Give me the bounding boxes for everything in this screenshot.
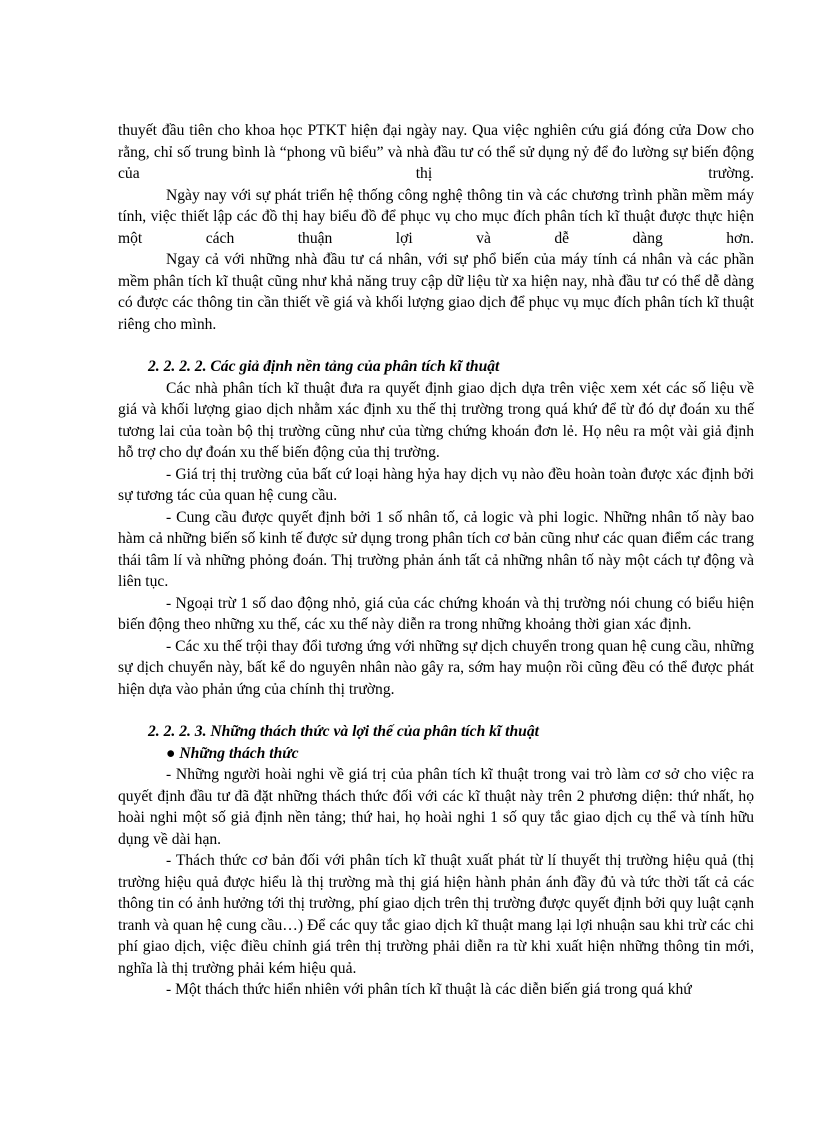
paragraph-individual-investors: Ngay cả với những nhà đầu tư cá nhân, với sự phổ biến của máy tính cá nhân và các phần mềm phân tích kĩ thuật cũng như khả năng truy cập dữ liệu từ xa hiện nay, nhà đầu tư có thể dễ dàng có được các thông tin cần thiết về giá và khối lượng giao dịch để phục vụ mục đích phân tích kĩ thuật riêng cho mình. — [118, 251, 754, 333]
subheading-challenges: ● Những thách thức — [166, 744, 299, 762]
paragraph-it-development: Ngày nay với sự phát triển hệ thống công nghệ thông tin và các chương trình phần mềm máy tính, việc thiết lập các đồ thị hay biểu đồ để phục vụ cho mục đích phân tích kĩ thuật được thực hiện một cách thuận lợi và dễ dàng hơn. — [118, 186, 754, 247]
paragraph-assumptions-intro: Các nhà phân tích kĩ thuật đưa ra quyết định giao dịch dựa trên việc xem xét các số liệu về giá và khối lượng giao dịch nhằm xác định xu thế thị trường trong quá khứ để từ đó dự đoán xu thế tương lai của toàn bộ thị trường cũng như của từng chứng khoán đơn lẻ. Họ nêu ra một vài giả định hỗ trợ cho dự đoán xu thế biến động của thị trường. — [118, 379, 754, 461]
spacer — [118, 700, 754, 721]
section-heading-challenges: 2. 2. 2. 3. Những thách thức và lợi thế của phân tích kĩ thuật — [148, 723, 539, 740]
paragraph-challenge-1: - Những người hoài nghi về giá trị của phân tích kĩ thuật trong vai trò làm cơ sở cho việc ra quyết định đầu tư đã đặt những thách thức đối với các kĩ thuật này trên 2 phương diện: thứ nhất, họ hoài nghi một số giả định nền tảng; thứ hai, họ hoài nghi 1 số quy tắc giao dịch cụ thể và tính hữu dụng về dài hạn. — [118, 766, 754, 848]
paragraph-dow-theory: thuyết đầu tiên cho khoa học PTKT hiện đại ngày nay. Qua việc nghiên cứu giá đóng cửa Dow cho rằng, chỉ số trung bình là “phong vũ biểu” và nhà đầu tư có thể sử dụng nỷ để đo lường sự biến động của thị trường. — [118, 122, 754, 182]
paragraph-assumption-2: - Cung cầu được quyết định bởi 1 số nhân tố, cả logic và phi logic. Những nhân tố này bao hàm cả những biến số kinh tế được sử dụng trong phân tích cơ bản cũng như các quan điểm các trang thái tâm lí và những phỏng đoán. Thị trường phản ánh tất cả những nhân tố này một cách tự động và liên tục. — [118, 508, 754, 590]
document-page — [118, 120, 754, 1001]
section-heading-assumptions: 2. 2. 2. 2. Các giả định nền tảng của phân tích kĩ thuật — [148, 358, 500, 375]
paragraph-assumption-3: - Ngoại trừ 1 số dao động nhỏ, giá của các chứng khoán và thị trường nói chung có biểu hiện biến động theo những xu thế, các xu thế này diễn ra trong những khoảng thời gian xác định. — [118, 594, 754, 633]
paragraph-challenge-2: - Thách thức cơ bản đối với phân tích kĩ thuật xuất phát từ lí thuyết thị trường hiệu quả (thị trường hiệu quả được hiểu là thị trường mà thị giá hiện hành phản ánh đầy đủ và tức thời tất cả các thông tin có ảnh hưởng tới thị trường, phí giao dịch trên thị trường được quyết định bởi quy luật cạnh tranh và quan hệ cung cầu…) Để các quy tắc giao dịch kĩ thuật mang lại lợi nhuận sau khi trừ các chi phí giao dịch, việc điều chỉnh giá trên thị trường phải diễn ra từ khi xuất hiện những thông tin mới, nghĩa là thị trường phải kém hiệu quả. — [118, 852, 754, 977]
spacer — [118, 335, 754, 356]
paragraph-challenge-3: - Một thách thức hiển nhiên với phân tích kĩ thuật là các diễn biến giá trong quá khứ — [166, 981, 692, 998]
paragraph-assumption-4: - Các xu thế trội thay đổi tương ứng với những sự dịch chuyển trong quan hệ cung cầu, những sự dịch chuyển này, bất kể do nguyên nhân nào gây ra, sớm hay muộn rồi cũng đều có thể được phát hiện dựa vào phản ứng của chính thị trường. — [118, 637, 754, 698]
paragraph-assumption-1: - Giá trị thị trường của bất cứ loại hàng hỷa hay dịch vụ nào đều hoàn toàn được xác định bởi sự tương tác của quan hệ cung cầu. — [118, 465, 754, 504]
